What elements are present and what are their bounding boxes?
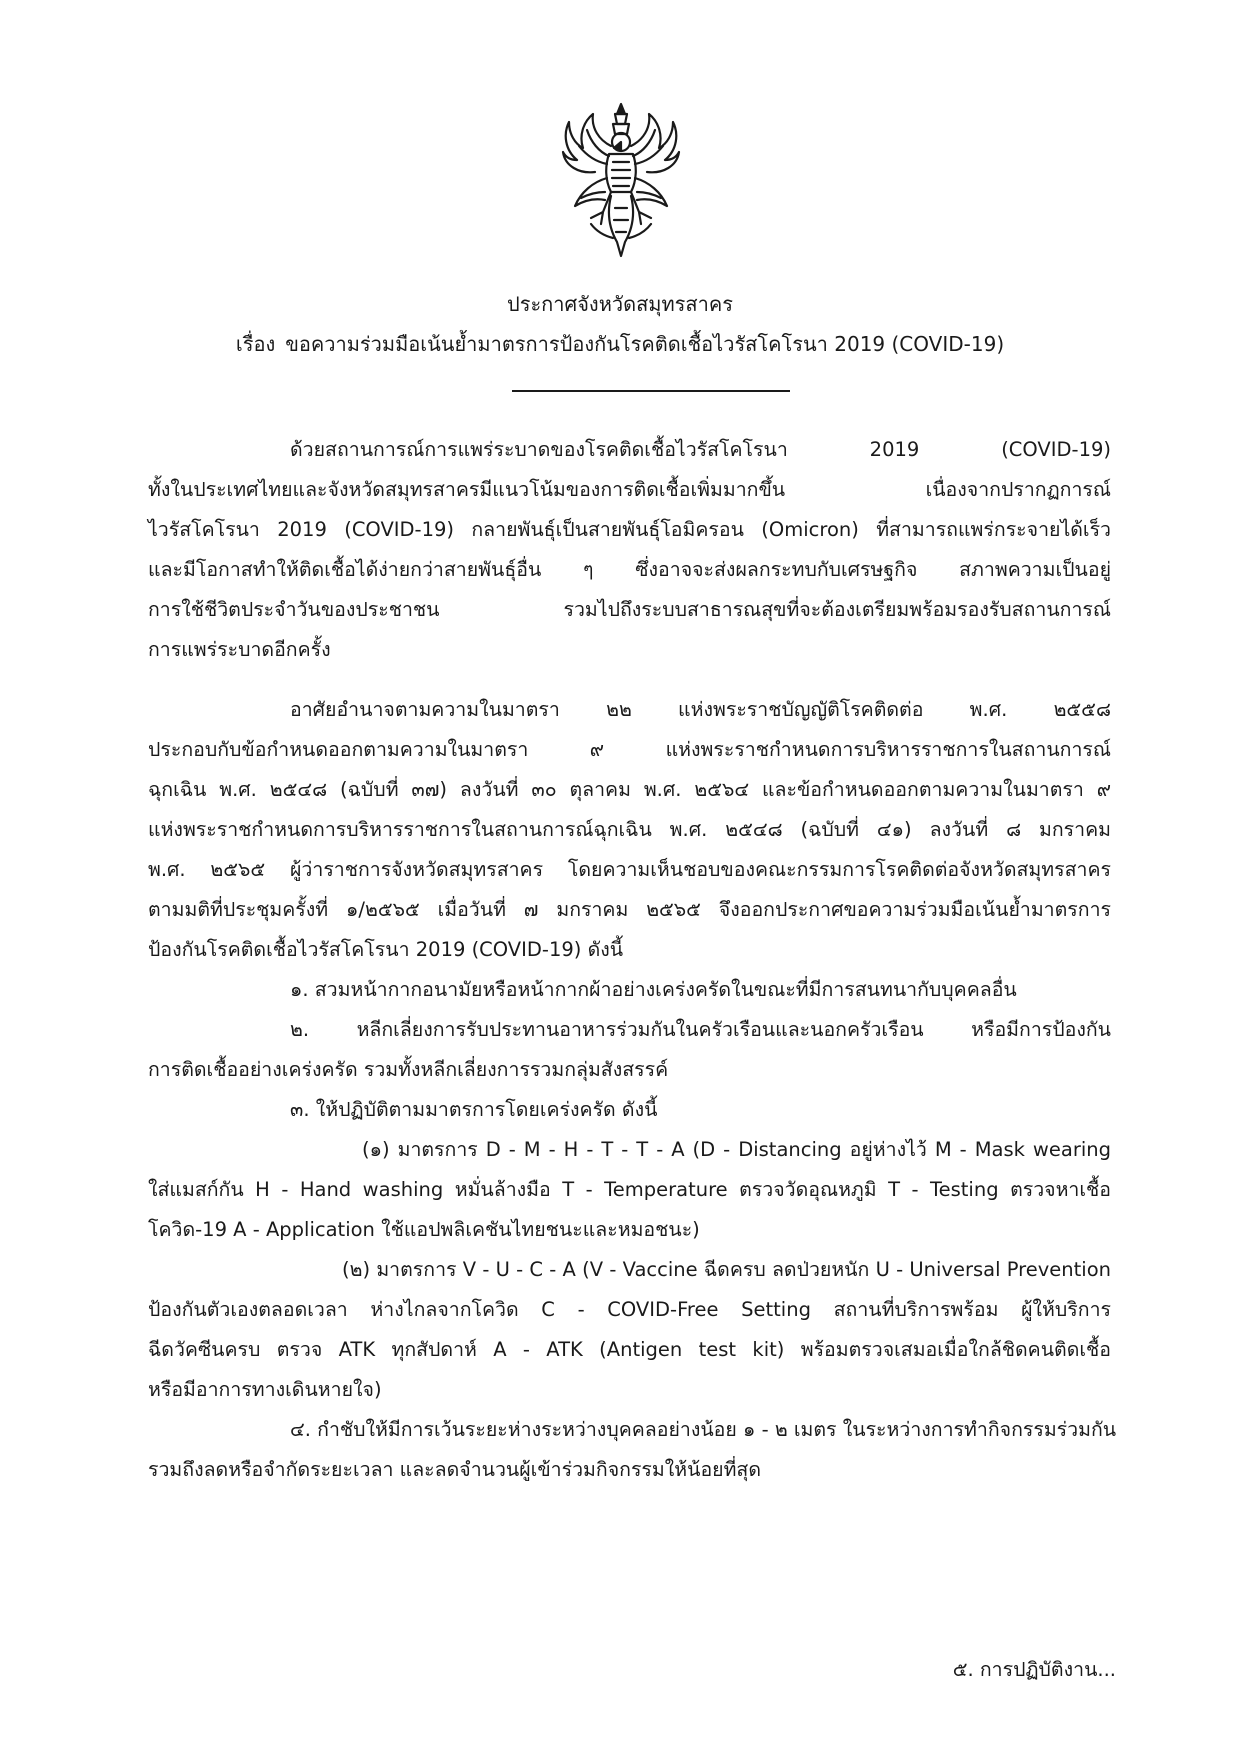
list-item: รวมถึงลดหรือจำกัดระยะเวลา และลดจำนวนผู้เข้าร่วมกิจกรรมให้น้อยที่สุด [148,1458,762,1481]
next-page-indicator: ๕. การปฏิบัติงาน... [952,1658,1116,1681]
body-line: ป้องกันโรคติดเชื้อไวรัสโคโรนา 2019 (COVID-19) ดังนี้ [148,938,624,961]
body-line: แห่งพระราชกำหนดการบริหารราชการในสถานการณ์ฉุกเฉิน พ.ศ. ๒๕๔๘ (ฉบับที่ ๔๑) ลงวันที่ ๘ มกราคม [148,818,1111,841]
body-line: ทั้งในประเทศไทยและจังหวัดสมุทรสาครมีแนวโน้มของการติดเชื้อเพิ่มมากขึ้น เนื่องจากปรากฏการณ์ [148,478,1111,501]
body-line: การใช้ชีวิตประจำวันของประชาชน รวมไปถึงระบบสาธารณสุขที่จะต้องเตรียมพร้อมรองรับสถานการณ์ [148,598,1111,621]
sub-list-item: ใส่แมสก์กัน H - Hand washing หมั่นล้างมือ T - Temperature ตรวจวัดอุณหภูมิ T - Testing ตรวจหาเชื้อ [148,1178,1111,1201]
list-item: ๔. กำชับให้มีการเว้นระยะห่างระหว่างบุคคลอย่างน้อย ๑ - ๒ เมตร ในระหว่างการทำกิจกรรมร่วมกัน [290,1418,1117,1441]
body-line: ด้วยสถานการณ์การแพร่ระบาดของโรคติดเชื้อไวรัสโคโรนา 2019 (COVID-19) [290,438,1111,461]
body-line: ไวรัสโคโรนา 2019 (COVID-19) กลายพันธุ์เป็นสายพันธุ์โอมิครอน (Omicron) ที่สามารถแพร่กระจายได้เร็ว [148,518,1111,541]
document-title: ประกาศจังหวัดสมุทรสาคร [507,292,733,316]
subject-text: ขอความร่วมมือเน้นย้ำมาตรการป้องกันโรคติดเชื้อไวรัสโคโรนา 2019 (COVID-19) [285,332,1005,356]
subject-label: เรื่อง [235,332,276,356]
sub-list-item: (๑) มาตรการ D - M - H - T - T - A (D - Distancing อยู่ห่างไว้ M - Mask wearing [362,1138,1111,1161]
list-item: ๓. ให้ปฏิบัติตามมาตรการโดยเคร่งครัด ดังนี้ [290,1098,658,1121]
body-line: พ.ศ. ๒๕๖๕ ผู้ว่าราชการจังหวัดสมุทรสาคร โดยความเห็นชอบของคณะกรรมการโรคติดต่อจังหวัดสมุทรสาคร [148,858,1111,881]
title-underline [512,390,790,392]
sub-list-item: ป้องกันตัวเองตลอดเวลา ห่างไกลจากโควิด C - COVID-Free Setting สถานที่บริการพร้อม ผู้ให้บริการ [148,1298,1111,1321]
sub-list-item: ฉีดวัคซีนครบ ตรวจ ATK ทุกสัปดาห์ A - ATK (Antigen test kit) พร้อมตรวจเสมอเมื่อใกล้ชิดคนติดเชื้อ [148,1338,1111,1361]
list-item: ๒. หลีกเลี่ยงการรับประทานอาหารร่วมกันในครัวเรือนและนอกครัวเรือน หรือมีการป้องกัน [290,1018,1111,1041]
list-item: การติดเชื้ออย่างเคร่งครัด รวมทั้งหลีกเลี่ยงการรวมกลุ่มสังสรรค์ [148,1058,669,1081]
body-line: การแพร่ระบาดอีกครั้ง [148,638,331,661]
body-line: และมีโอกาสทำให้ติดเชื้อได้ง่ายกว่าสายพันธุ์อื่น ๆ ซึ่งอาจจะส่งผลกระทบกับเศรษฐกิจ สภาพความเป็นอยู่ [148,558,1111,581]
sub-list-item: โควิด-19 A - Application ใช้แอปพลิเคชันไทยชนะและหมอชนะ) [148,1218,700,1241]
body-line: ประกอบกับข้อกำหนดออกตามความในมาตรา ๙ แห่งพระราชกำหนดการบริหารราชการในสถานการณ์ [148,738,1111,761]
body-line: ฉุกเฉิน พ.ศ. ๒๕๔๘ (ฉบับที่ ๓๗) ลงวันที่ ๓๐ ตุลาคม พ.ศ. ๒๕๖๔ และข้อกำหนดออกตามความในมาตรา ๙ [148,778,1111,801]
body-line: ตามมติที่ประชุมครั้งที่ ๑/๒๕๖๕ เมื่อวันที่ ๗ มกราคม ๒๕๖๕ จึงออกประกาศขอความร่วมมือเน้นย้ำมาตรการ [148,898,1111,921]
sub-list-item: (๒) มาตรการ V - U - C - A (V - Vaccine ฉีดครบ ลดป่วยหนัก U - Universal Prevention [342,1258,1111,1281]
document-subject [0,329,1240,359]
list-item: ๑. สวมหน้ากากอนามัยหรือหน้ากากผ้าอย่างเคร่งครัดในขณะที่มีการสนทนากับบุคคลอื่น [290,978,1017,1001]
garuda-emblem-icon [561,100,681,265]
body-line: อาศัยอำนาจตามความในมาตรา ๒๒ แห่งพระราชบัญญัติโรคติดต่อ พ.ศ. ๒๕๕๘ [290,698,1111,721]
sub-list-item: หรือมีอาการทางเดินหายใจ) [148,1378,382,1401]
